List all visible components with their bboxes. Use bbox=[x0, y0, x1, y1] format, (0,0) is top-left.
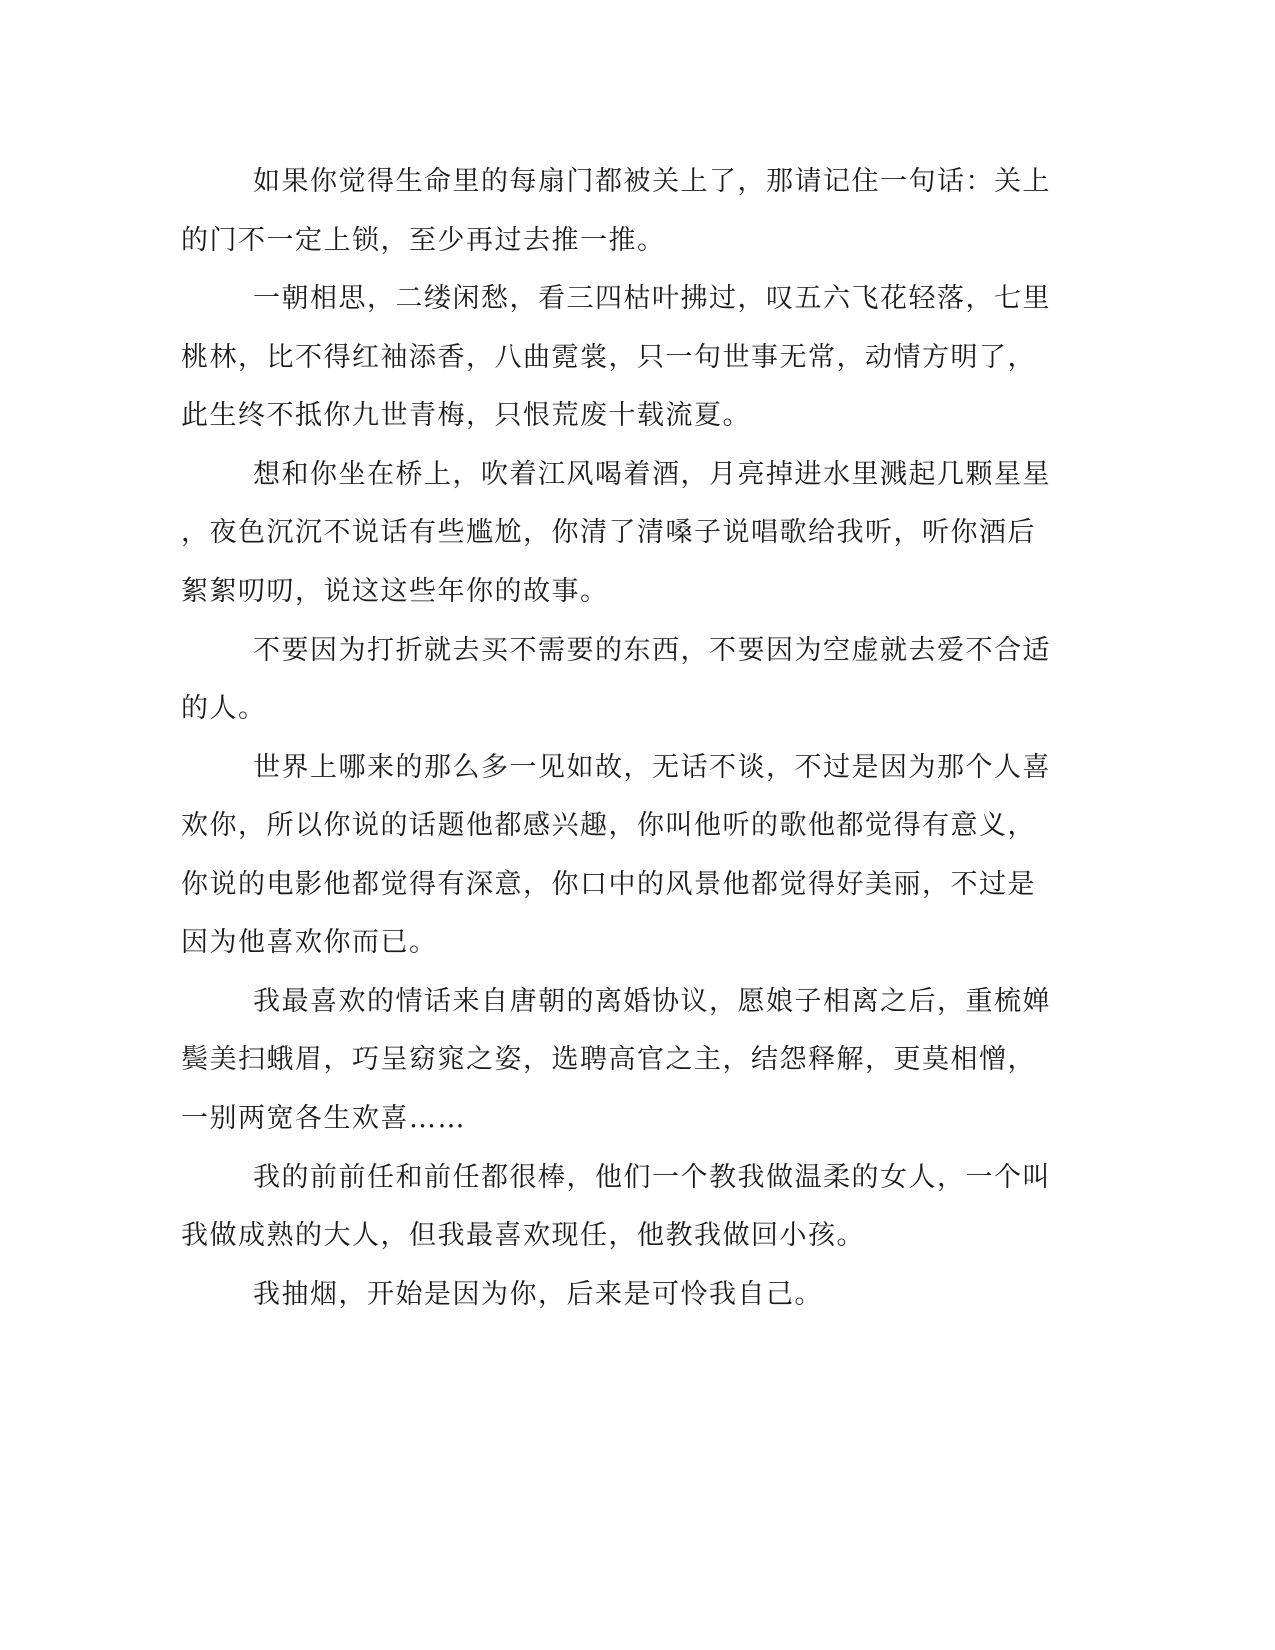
paragraph-2-line-2: 桃林，比不得红袖添香，八曲霓裳，只一句世事无常，动情方明了， bbox=[181, 342, 1036, 373]
paragraph-3-line-3: 絮絮叨叨，说这这些年你的故事。 bbox=[181, 576, 609, 607]
paragraph-7-line-1: 我的前前任和前任都很棒，他们一个教我做温柔的女人，一个叫 bbox=[253, 1162, 1051, 1193]
paragraph-5-line-1: 世界上哪来的那么多一见如故，无话不谈，不过是因为那个人喜 bbox=[253, 752, 1051, 783]
paragraph-6-line-3: 一别两宽各生欢喜…… bbox=[181, 1103, 466, 1134]
paragraph-7-line-2: 我做成熟的大人，但我最喜欢现任，他教我做回小孩。 bbox=[181, 1220, 865, 1251]
paragraph-1-line-2: 的门不一定上锁，至少再过去推一推。 bbox=[181, 225, 666, 256]
paragraph-5-line-3: 你说的电影他都觉得有深意，你口中的风景他都觉得好美丽，不过是 bbox=[181, 869, 1036, 900]
paragraph-5-line-4: 因为他喜欢你而已。 bbox=[181, 927, 438, 958]
paragraph-3-line-2: ，夜色沉沉不说话有些尴尬，你清了清嗓子说唱歌给我听，听你酒后 bbox=[181, 517, 1036, 548]
paragraph-8-line-1: 我抽烟，开始是因为你，后来是可怜我自己。 bbox=[253, 1279, 823, 1310]
paragraph-6-line-2: 鬓美扫蛾眉，巧呈窈窕之姿，选聘高官之主，结怨释解，更莫相憎， bbox=[181, 1044, 1036, 1075]
paragraph-4-line-1: 不要因为打折就去买不需要的东西，不要因为空虚就去爱不合适 bbox=[253, 635, 1051, 666]
paragraph-3-line-1: 想和你坐在桥上，吹着江风喝着酒，月亮掉进水里溅起几颗星星 bbox=[253, 459, 1051, 490]
paragraph-4-line-2: 的人。 bbox=[181, 693, 267, 724]
paragraph-2-line-1: 一朝相思，二缕闲愁，看三四枯叶拂过，叹五六飞花轻落，七里 bbox=[253, 283, 1051, 314]
paragraph-5-line-2: 欢你，所以你说的话题他都感兴趣，你叫他听的歌他都觉得有意义， bbox=[181, 810, 1036, 841]
paragraph-1-line-1: 如果你觉得生命里的每扇门都被关上了，那请记住一句话：关上 bbox=[253, 166, 1051, 197]
paragraph-6-line-1: 我最喜欢的情话来自唐朝的离婚协议，愿娘子相离之后，重梳婵 bbox=[253, 986, 1051, 1017]
paragraph-2-line-3: 此生终不抵你九世青梅，只恨荒废十载流夏。 bbox=[181, 400, 751, 431]
